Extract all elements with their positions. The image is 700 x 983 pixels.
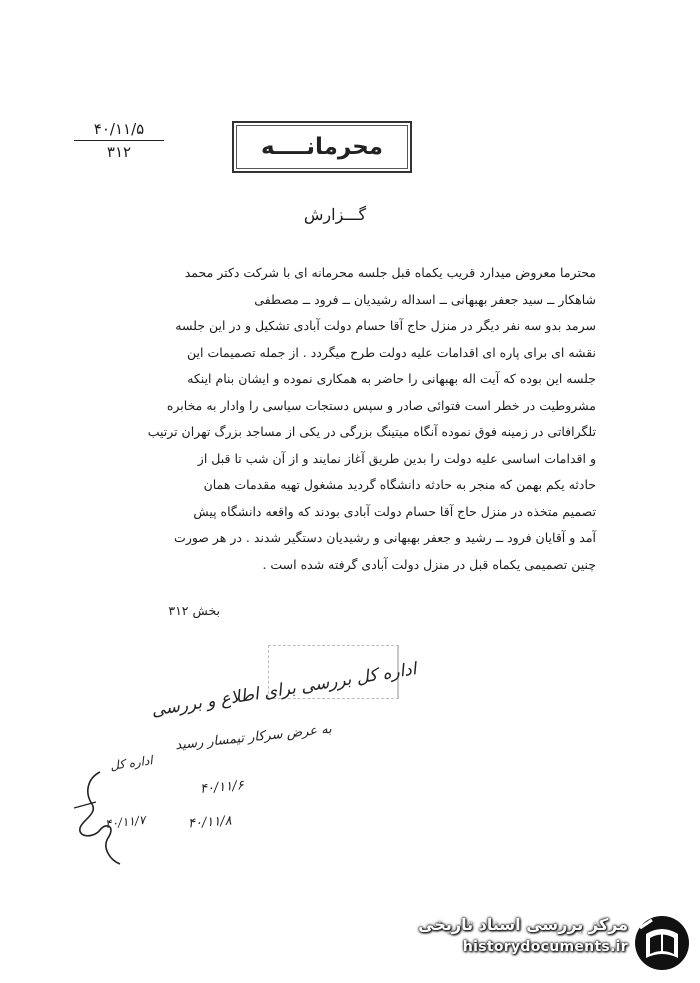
body-line: و اقدامات اساسی علیه دولت را بدین طریق آغاز نمایند و از آن شب تا قبل از [197, 450, 596, 466]
archive-logo-icon [632, 912, 690, 974]
body-line: آمد و آقایان فرود ــ رشید و جعفر بهبهانی و رشیدیان دستگیر شدند . در هر صورت [174, 530, 596, 545]
report-body [78, 260, 596, 578]
classification-stamp: محرمانــــه [232, 121, 412, 173]
handwritten-note: اداره کل [109, 753, 154, 773]
signature-mark [68, 768, 128, 868]
archive-name: مرکز بررسی اسناد تاریخی [418, 915, 628, 934]
document-serial: ۳۱۲ [106, 143, 132, 161]
body-line: سرمد بدو سه نفر دیگر در منزل حاج آقا حسام دولت آبادی تشکیل و در این جلسه [175, 318, 596, 333]
handwritten-note: اداره کل بررسی برای اطلاع و بررسی [150, 659, 418, 721]
body-line: جلسه این بوده که آیت اله بهبهانی را حاضر به همکاری نموده و ایشان بنام اینکه [187, 371, 596, 386]
body-line: مشروطیت در خطر است فتوائی صادر و سپس دستجات سیاسی را وادار به مخابره [166, 397, 596, 413]
body-line: حادثه یکم بهمن که منجر به حادثه دانشگاه گردید مشغول تهیه مقدمات همان [203, 477, 596, 492]
handwritten-note: به عرض سرکار تیمسار رسید [174, 721, 333, 754]
archive-website: historydocuments.ir [462, 939, 628, 955]
handwritten-date: ۴۰/۱۱/۶ [199, 778, 245, 797]
body-line: نقشه ای برای پاره ای اقدامات علیه دولت طرح میگردد . از جمله تصمیمات این [187, 344, 596, 360]
body-line: چنین تصمیمی یکماه قبل در منزل دولت آبادی گرفته شده است . [262, 556, 596, 572]
body-line: تلگرافاتی در زمینه فوق نموده آنگاه میتینگ بزرگی در یکی از مساجد بزرگ تهران ترتیب [147, 424, 596, 439]
body-line: تصمیم متخذه در منزل حاج آقا حسام دولت آبادی بودند که واقعه دانشگاه پیش [193, 503, 596, 519]
archive-watermark [408, 912, 690, 974]
document-number [74, 120, 164, 161]
document-date: ۴۰/۱۱/۵ [74, 120, 164, 141]
body-line: محترما معروض میدارد قریب یکماه قبل جلسه محرمانه ای با شرکت دکتر محمد [184, 265, 596, 280]
body-line: شاهکار ــ سید جعفر بهبهانی ــ اسداله رشیدیان ــ فرود ــ مصطفی [254, 291, 596, 307]
handwritten-date: ۴۰/۱۱/۸ [187, 813, 233, 832]
report-title: گـــزارش [303, 205, 367, 224]
handwritten-date: ۴۰/۱۱/۷ [104, 812, 146, 832]
section-reference: بخش ۳۱۲ [168, 603, 220, 618]
